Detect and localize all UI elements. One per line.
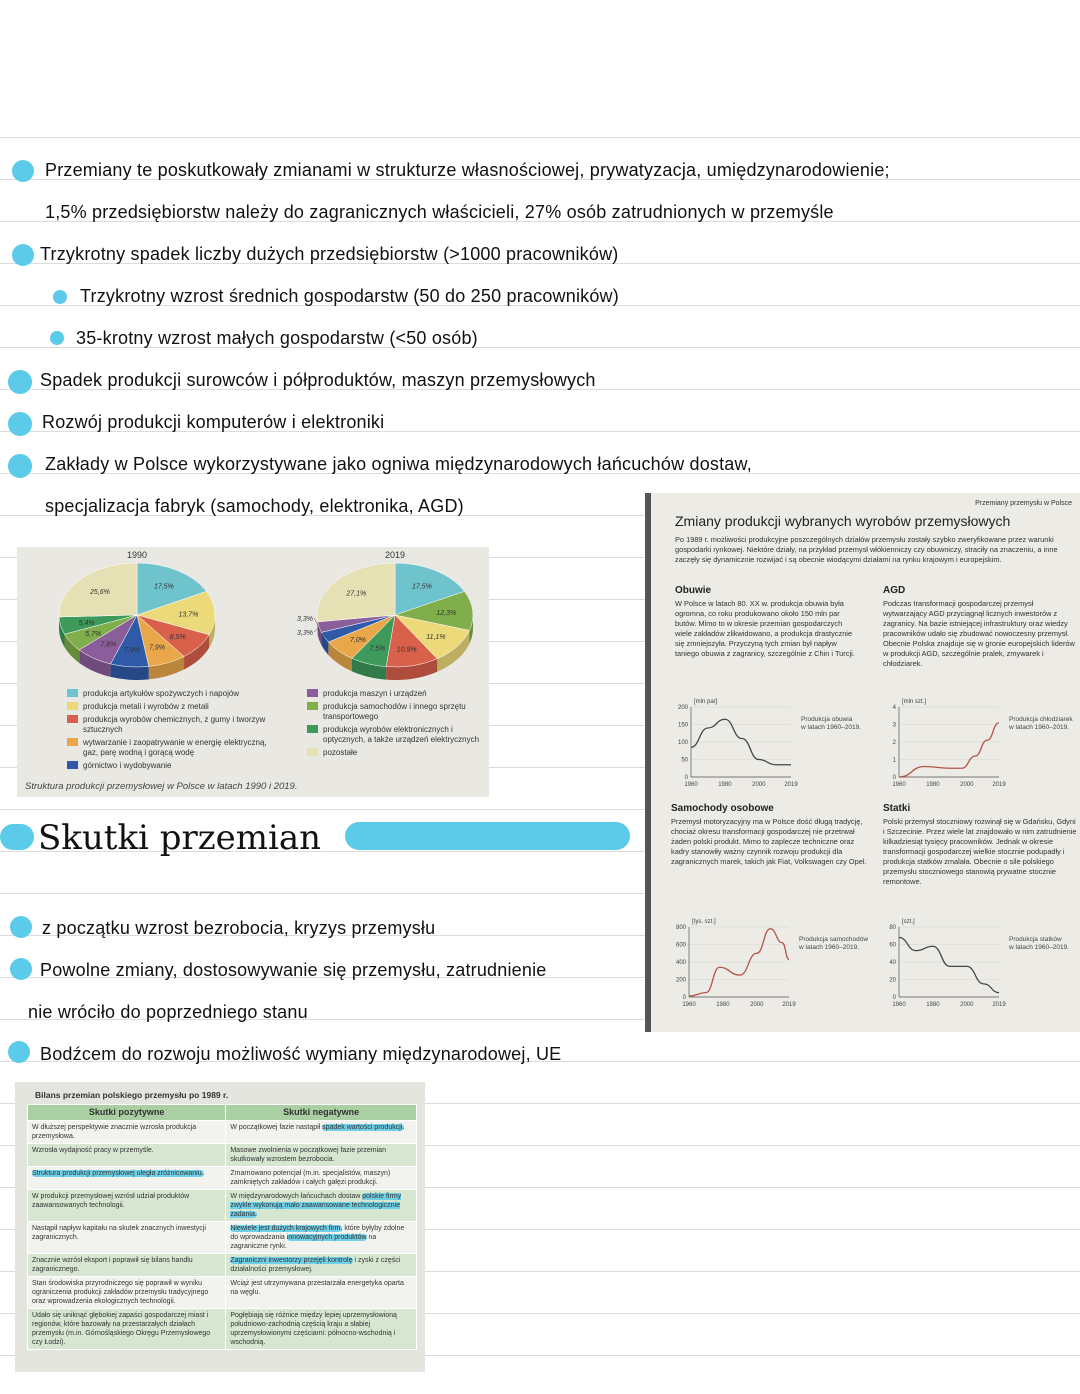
section-title: AGD [883, 585, 906, 596]
legend-label: produkcja samochodów i innego sprzętu transportowego [323, 702, 466, 721]
y-tick-label: 150 [677, 722, 688, 729]
table-cell [28, 1309, 226, 1350]
bullet-icon [10, 916, 32, 938]
pie-data-label: 7,5% [369, 645, 386, 653]
bullet-icon [8, 370, 32, 394]
column-header: Skutki negatywne [226, 1105, 417, 1121]
note-line: Rozwój produkcji komputerów i elektroniki [42, 412, 385, 432]
legend-swatch [307, 725, 318, 733]
x-tick-label: 1980 [926, 1002, 940, 1008]
legend-label: produkcja wyrobów chemicznych, z gumy i tworzyw sztucznych [83, 715, 266, 734]
y-tick-label: 0 [892, 775, 896, 781]
y-tick-label: 4 [892, 705, 896, 711]
cell-text: Pogłębiają się różnice między lepiej uprzemysłowioną południowo-zachodnią częścią kraju a słabiej uprzemysłowionymi częściami: północno-wschodnią i wschodnią. [230, 1312, 397, 1346]
y-tick-label: 400 [675, 960, 686, 966]
section-heading: Skutki przemian [38, 818, 322, 858]
legend-item [307, 725, 485, 745]
y-tick-label: 0 [684, 775, 688, 781]
cell-text: W międzynarodowych łańcuchach dostaw [230, 1193, 363, 1200]
x-tick-label: 2019 [782, 1002, 796, 1008]
cell-text: Wzrosła wydajność pracy w przemyśle. [32, 1147, 154, 1154]
pie-data-label: 11,1% [426, 633, 446, 641]
cell-text: W początkowej fazie nastąpił [230, 1124, 323, 1131]
book-intro: Po 1989 r. możliwości produkcyjne poszczególnych działów przemysłu zostały szybko zweryfikowane przez warunki gospodarki rynkowej. Niektóre działy, na przykład przemysł włókienniczy czy obuwniczy, straciły na znaczeniu, a inne zaczęły się dynamicznie rozwijać i są obecnie wiodącymi działami na rynku krajowym i europejskim. [675, 535, 1058, 564]
note-line: Trzykrotny spadek liczby dużych przedsiębiorstw (>1000 pracowników) [40, 244, 619, 264]
legend-item [67, 761, 267, 771]
line-chart-statki [879, 913, 1079, 1018]
chart-caption: w latach 1960–2019. [799, 944, 859, 951]
legend-label: górnictwo i wydobywanie [83, 761, 172, 770]
section-text: Polski przemysł stoczniowy rozwinął się w Gdańsku, Gdyni i Szczecinie. Przez wiele lat znajdowało w nim zatrudnienie kilkadziesiąt tysięcy pracowników. Jednak w okresie transformacji gospodarczej wielkie stocznie podupadły i produkcja statków zmalała. Obecnie o sile polskiego przemysłu stoczniowego stanowią prywatne stocznie remontowe. [883, 817, 1077, 886]
y-axis-unit: [szt.] [902, 919, 915, 925]
highlighted-text: innowacyjnych produktów [286, 1234, 367, 1241]
y-tick-label: 200 [675, 977, 686, 984]
y-tick-label: 1 [892, 757, 896, 764]
pie-data-label: 7,0% [349, 636, 366, 644]
legend-item [307, 689, 485, 699]
cell-text: Masowe zwolnienia w początkowej fazie przemian skutkowały wzrostem bezrobocia. [230, 1147, 386, 1163]
legend-label: produkcja wyrobów elektronicznych i optycznych, a także urządzeń elektrycznych [323, 725, 480, 744]
legend-item [67, 738, 267, 758]
y-tick-label: 600 [675, 942, 686, 949]
table-row [28, 1121, 417, 1144]
note-line: Zakłady w Polsce wykorzystywane jako ogniwa międzynarodowych łańcuchów dostaw, [45, 454, 752, 474]
x-tick-label: 2000 [752, 782, 766, 788]
note-line: Bodźcem do rozwoju możliwość wymiany międzynarodowej, UE [40, 1044, 562, 1064]
legend-swatch [67, 702, 78, 710]
legend-swatch [67, 715, 78, 723]
cell-text: Stan środowiska przyrodniczego się poprawił w wyniku ograniczenia produkcji zakładów przemysłu tradycyjnego oraz wprowadzenia ekologicznych technologii. [32, 1280, 209, 1305]
table-cell [226, 1277, 417, 1309]
note-line: Spadek produkcji surowców i półproduktów, maszyn przemysłowych [40, 370, 596, 390]
chart-caption: w latach 1960–2019. [1009, 724, 1069, 731]
pie-caption: Struktura produkcji przemysłowej w Polsce w latach 1990 i 2019. [25, 781, 298, 792]
pie-data-label: 27,1% [346, 590, 367, 598]
bullet-icon [12, 160, 34, 182]
cell-text: które byłyby zdolne do wprowadzania [230, 1225, 405, 1241]
table-cell [226, 1190, 417, 1222]
series-line [899, 723, 999, 777]
pie-data-label: 7,8% [100, 641, 117, 649]
table-row [28, 1309, 417, 1350]
cell-text: W dłuższej perspektywie znacznie wzrosła produkcja przemysłowa. [32, 1124, 197, 1140]
table-cell [226, 1144, 417, 1167]
y-tick-label: 80 [889, 925, 896, 931]
legend-swatch [307, 748, 318, 756]
section-samochody [671, 803, 871, 867]
table-cell [226, 1167, 417, 1190]
table-cell [28, 1222, 226, 1254]
balance-table [27, 1104, 417, 1350]
line-chart-samochody [669, 913, 874, 1018]
table-row [28, 1222, 417, 1254]
pie-data-label: 5,4% [78, 620, 95, 628]
section-title: Statki [883, 803, 911, 814]
x-tick-label: 1980 [926, 782, 940, 788]
highlighted-text: Struktura produkcji przemysłowej uległa zróżnicowaniu. [32, 1170, 204, 1177]
table-cell [226, 1222, 417, 1254]
table-row [28, 1277, 417, 1309]
pie-data-label: 17,5% [153, 583, 174, 591]
legend-swatch [307, 702, 318, 710]
y-tick-label: 3 [892, 722, 896, 729]
table-row [28, 1167, 417, 1190]
note-line: Trzykrotny wzrost średnich gospodarstw (50 do 250 pracowników) [80, 286, 619, 306]
y-tick-label: 100 [677, 740, 688, 746]
x-tick-label: 1980 [718, 782, 732, 788]
note-line: 1,5% przedsiębiorstw należy do zagranicznych właścicieli, 27% osób zatrudnionych w przemyśle [45, 202, 834, 222]
sub-bullet-icon [50, 331, 64, 345]
chart-caption: Produkcja chłodziarek [1009, 716, 1073, 723]
legend-item [307, 748, 485, 758]
cell-text: Wciąż jest utrzymywana przestarzała energetyka oparta na węglu. [230, 1280, 404, 1296]
pie-data-label: 10,9% [396, 646, 417, 654]
y-tick-label: 40 [889, 960, 896, 966]
y-axis-unit: [mln szt.] [902, 699, 927, 705]
y-tick-label: 0 [892, 995, 896, 1001]
chart-caption: w latach 1960–2019. [801, 724, 861, 731]
cell-text: i zyski z części działalności przemysłowej. [230, 1257, 401, 1273]
legend-item [67, 689, 267, 699]
legend-swatch [67, 738, 78, 746]
y-tick-label: 200 [677, 705, 688, 711]
table-cell [226, 1309, 417, 1350]
table-title: Bilans przemian polskiego przemysłu po 1989 r. [35, 1090, 229, 1100]
y-tick-label: 0 [682, 995, 686, 1001]
table-row [28, 1144, 417, 1167]
legend-swatch [67, 761, 78, 769]
section-title: Obuwie [675, 585, 712, 596]
cell-text: Udało się uniknąć głębokiej zapaści gospodarczej miast i regionów, które bazowały na przestarzałych działach przemysłu (m.in. Górnośląskiego Okręgu Przemysłowego czy Łodzi). [32, 1312, 211, 1346]
table-row [28, 1254, 417, 1277]
pie-title: 2019 [384, 550, 406, 560]
y-tick-label: 60 [889, 942, 896, 949]
chart-caption: Produkcja statków [1009, 936, 1062, 943]
column-header: Skutki pozytywne [28, 1105, 226, 1121]
y-axis-unit: [tys. szt.] [692, 919, 716, 925]
note-line: 35-krotny wzrost małych gospodarstw (<50 osób) [76, 328, 478, 348]
table-cell [28, 1144, 226, 1167]
section-text: Podczas transformacji gospodarczej przemysł wytwarzający AGD przyciągnął licznych inwestorów z zagranicy. Na bazie istniejącej infrastruktury oraz wiedzy pracowników udało się zbudować nowoczesny przemysł. Obecnie Polska znajduje się w gronie europejskich liderów w produkcji AGD, szczególnie pralek, zmywarek i chłodziarek. [883, 599, 1075, 668]
legend-swatch [307, 689, 318, 697]
note-line: z początku wzrost bezrobocia, kryzys przemysłu [42, 918, 436, 938]
note-line: Przemiany te poskutkowały zmianami w strukturze własnościowej, prywatyzacja, umiędzynarodowienie; [45, 160, 890, 180]
legend-label: pozostałe [323, 748, 358, 757]
bullet-icon [8, 412, 32, 436]
highlighted-text: polskie firmy zwykle wykonują mało zaawansowane technologicznie zadania. [230, 1193, 402, 1218]
table-row [28, 1190, 417, 1222]
chart-caption: Produkcja obuwia [801, 716, 853, 723]
y-tick-label: 800 [675, 925, 686, 931]
highlight-mark [0, 824, 34, 850]
sub-bullet-icon [53, 290, 67, 304]
table-cell [28, 1167, 226, 1190]
series-line [899, 938, 999, 993]
pie-title: 1990 [126, 550, 148, 560]
x-tick-label: 2000 [750, 1002, 764, 1008]
cell-text: na zagraniczne rynki. [230, 1234, 377, 1250]
line-chart-obuwie [671, 693, 876, 793]
cell-text: W produkcji przemysłowej wzrósł udział produktów zaawansowanych technologii. [32, 1193, 190, 1209]
legend-swatch [67, 689, 78, 697]
section-statki [883, 803, 1078, 887]
highlighted-text: Niewiele jest dużych krajowych firm, [230, 1225, 343, 1232]
y-tick-label: 2 [892, 740, 896, 746]
series-line [689, 929, 789, 996]
x-tick-label: 1960 [892, 1002, 906, 1008]
pie-data-label: 8,5% [169, 633, 186, 641]
chart-caption: w latach 1960–2019. [1009, 944, 1069, 951]
x-tick-label: 2019 [992, 1002, 1006, 1008]
note-line: nie wróciło do poprzedniego stanu [28, 1002, 308, 1022]
pie-data-label: 5,7% [85, 631, 102, 639]
pie-legend [67, 689, 267, 774]
highlight-mark [345, 822, 630, 850]
cell-text: Zmarnowano potencjał (m.in. specjalistów, maszyn) zamkniętych zakładów i całych gałęzi produkcji. [230, 1170, 391, 1186]
x-tick-label: 1960 [682, 1002, 696, 1008]
bullet-icon [12, 244, 34, 266]
legend-label: produkcja maszyn i urządzeń [323, 689, 427, 698]
balance-table-image[interactable] [15, 1082, 425, 1372]
legend-label: produkcja artykułów spożywczych i napojów [83, 689, 240, 698]
x-tick-label: 1980 [716, 1002, 730, 1008]
bullet-icon [8, 1041, 30, 1063]
bullet-icon [8, 454, 32, 478]
cell-text: Znacznie wzrósł eksport i poprawił się bilans handlu zagranicznego. [32, 1257, 193, 1273]
y-tick-label: 20 [889, 977, 896, 984]
table-cell [28, 1121, 226, 1144]
pie-legend [307, 689, 485, 761]
section-agd [883, 585, 1075, 669]
book-title: Zmiany produkcji wybranych wyrobów przemysłowych [675, 513, 1011, 529]
x-tick-label: 1960 [684, 782, 698, 788]
legend-label: wytwarzanie i zaopatrywanie w energię elektryczną, gaz, parę wodną i gorącą wodę [83, 738, 267, 757]
note-line: Powolne zmiany, dostosowywanie się przemysłu, zatrudnienie [40, 960, 547, 980]
running-head: Przemiany przemysłu w Polsce [975, 500, 1072, 507]
pie-data-label: 3,3% [297, 616, 313, 623]
pie-data-label: 7,9% [124, 647, 140, 655]
x-tick-label: 1960 [892, 782, 906, 788]
pie-data-label: 12,3% [436, 610, 457, 618]
section-text: Przemysł motoryzacyjny ma w Polsce dość długą tradycję, chociaż okresu transformacji gospodarczej nie przetrwał żaden polski produkt. Mimo to zaplecze techniczne oraz kadry stanowiły ważny czynnik rozwoju produkcji dla zagranicznych marek, takich jak Fiat, Volkswagen czy Opel. [671, 817, 867, 866]
chart-caption: Produkcja samochodów [799, 936, 869, 943]
pie-data-label: 7,9% [149, 644, 165, 652]
note-line: specjalizacja fabryk (samochody, elektronika, AGD) [45, 496, 464, 516]
x-tick-label: 2019 [784, 782, 798, 788]
pie-data-label: 25,6% [89, 589, 110, 597]
pie-data-label: 3,3% [297, 630, 313, 637]
highlighted-text: Zagraniczni inwestorzy przejęli kontrolę [230, 1257, 353, 1264]
x-tick-label: 2019 [992, 782, 1006, 788]
line-chart-chlodziarki [879, 693, 1079, 793]
pie-data-label: 17,5% [411, 583, 432, 591]
section-title: Samochody osobowe [671, 803, 774, 814]
table-cell [28, 1254, 226, 1277]
pie-data-label: 13,7% [178, 611, 199, 619]
pie-charts [17, 547, 489, 687]
y-tick-label: 50 [681, 757, 688, 764]
section-text: W Polsce w latach 80. XX w. produkcja obuwia była ogromna, co roku produkowano około 150 mln par butów. Mimo to w okresie przemian gospodarczych wiele zakładów zlikwidowano, a produkcja drastycznie się zmniejszyła. Przyczyną tych zmian był napływ taniego obuwia z zagranicy, szczególnie z Chin i Turcji. [675, 599, 855, 658]
legend-item [67, 702, 267, 712]
table-cell [226, 1121, 417, 1144]
ruled-line [0, 137, 1080, 138]
textbook-page-image[interactable] [645, 493, 1080, 1032]
legend-label: produkcja metali i wyrobów z metali [83, 702, 209, 711]
table-cell [226, 1254, 417, 1277]
legend-item [307, 702, 485, 722]
section-obuwie [675, 585, 860, 659]
x-tick-label: 2000 [960, 782, 974, 788]
legend-item [67, 715, 267, 735]
highlighted-text: spadek wartości produkcji. [322, 1124, 405, 1131]
pie-charts-image[interactable] [17, 547, 489, 797]
y-axis-unit: [mln par] [694, 699, 718, 705]
table-cell [28, 1190, 226, 1222]
cell-text: Nastąpił napływ kapitału na skutek znacznych inwestycji zagranicznych. [32, 1225, 206, 1241]
x-tick-label: 2000 [960, 1002, 974, 1008]
bullet-icon [10, 958, 32, 980]
table-cell [28, 1277, 226, 1309]
